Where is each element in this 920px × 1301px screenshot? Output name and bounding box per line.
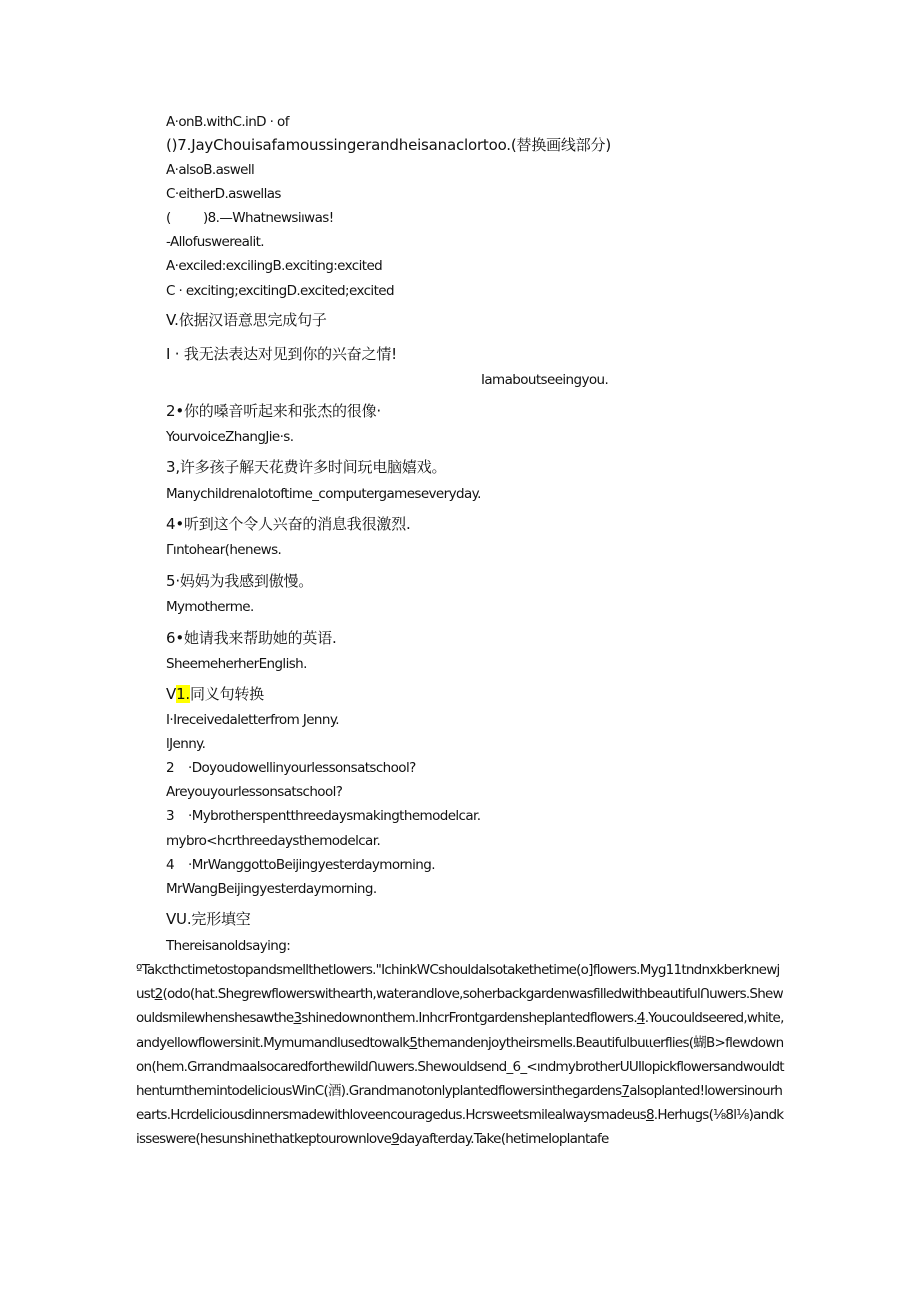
section-5-title: V.依据汉语意思完成句子 <box>166 311 327 329</box>
options-q8-cd: C · exciting;excitingD.excited;excited <box>166 283 394 299</box>
sentence-1-chinese: I · 我无法表达对见到你的兴奋之情! <box>166 345 397 363</box>
transform-1: I·Ireceivedaletterfrom Jenny. <box>166 712 339 728</box>
cloze-blank-9: 9 <box>391 1131 400 1148</box>
sentence-5-english: Mymotherme. <box>166 599 254 615</box>
cloze-text-5: themandenjoytheirsmells.Beautifulbuιιerflies(蝴B>flewdownon(hem.GrrandmaalsocaredforthewildՈuwers.Shewouldsend_6_<ındmybrotherUUIlopickflowersandwouldthenturnthemintodeliciousWinC(酒).Grandmanotonlyplantedflowersinthegardens <box>136 1034 784 1100</box>
cloze-blank-5: 5 <box>409 1034 418 1051</box>
question-8-bracket: ( <box>166 210 171 226</box>
sentence-4-chinese: 4•听到这个令人兴奋的消息我很激烈. <box>166 515 411 533</box>
cloze-text-3: shinedownonthem.InhcrFrontgardensheplantedflowers. <box>301 1010 637 1027</box>
transform-3-answer: mybro<hcrthreedaysthemodelcar. <box>166 833 381 849</box>
cloze-text-1: ºTakcthctimetostopandsmellthetlowers."IchinkWCshouldalsotakethetime(o]flowers.Myg11tndnxkberknewjust <box>136 962 780 1003</box>
transform-4: ·MrWanggottoBeijingyesterdaymorning. <box>188 857 435 873</box>
transform-3-number: 3 <box>166 808 174 824</box>
cloze-text-2: (odo(hat.Shegrewflowerswithearth,waterandlove,soherbackgardenwasfilledwithbeautifulՈuwers.Shewouldsmilewhenshesawthe <box>136 986 783 1027</box>
question-7: ()7.JayChouisafamoussingerandheisanaclortoo.(替换画线部分) <box>166 136 611 154</box>
cloze-passage <box>136 958 784 1152</box>
sentence-2-english: YourvoiceZhangJie·s. <box>166 429 294 445</box>
sentence-1-english: Iamaboutseeingyou. <box>481 372 609 388</box>
sentence-3-chinese: 3,许多孩子解天花费许多时间玩电脑嬉戏。 <box>166 458 447 476</box>
cloze-text-9: dayafterday.Take(hetimeIoplantafe <box>399 1131 609 1148</box>
section-6-title-prefix: V <box>166 685 177 703</box>
options-q7-cd: C·eitherD.aswellas <box>166 186 281 202</box>
cloze-text-7: alsoplanted!lowersinourhearts.Hcrdeliciousdinnersmadewithloveencouragedus.Hcrsweetsmilealwaysmadeus <box>136 1083 783 1124</box>
transform-3: ·Mybrotherspentthreedaysmakingthemodelcar. <box>188 808 481 824</box>
section-6-title-text: 同义句转换 <box>189 685 264 703</box>
options-q7-ab: A·alsoB.aswell <box>166 162 255 178</box>
section-6-title <box>166 685 264 703</box>
sentence-6-english: SheemeherherEnglish. <box>166 656 307 672</box>
transform-4-answer: MrWangBeijingyesterdaymorning. <box>166 881 377 897</box>
options-q8-ab: A·exciled:excilingB.exciting:excited <box>166 258 383 274</box>
cloze-text-8: .Herhugs(⅛8l⅛)andkisseswere(hesunshinethatkeptourownlove <box>136 1107 784 1148</box>
cloze-blank-2: 2 <box>154 986 163 1003</box>
sentence-6-chinese: 6•她请我来帮助她的英语. <box>166 629 337 647</box>
question-8-reply: -Allofuswerealit. <box>166 234 264 250</box>
sentence-4-english: Γıntohear(henews. <box>166 542 282 558</box>
section-7-title: VU.完形填空 <box>166 910 251 928</box>
cloze-blank-8: 8 <box>645 1107 654 1124</box>
transform-1-answer: lJenny. <box>166 736 206 752</box>
transform-2: ·Doyoudowellinyourlessonsatschool? <box>188 760 416 776</box>
sentence-2-chinese: 2•你的嗓音听起来和张杰的很像· <box>166 402 381 420</box>
transform-2-number: 2 <box>166 760 174 776</box>
cloze-blank-4: 4 <box>636 1010 645 1027</box>
cloze-blank-3: 3 <box>293 1010 302 1027</box>
question-8: )8.—Whatnewsiıwas! <box>203 210 334 226</box>
section-6-title-highlight: 1. <box>176 685 190 703</box>
cloze-blank-7: 7 <box>621 1083 630 1100</box>
cloze-intro: Thereisanoldsaying: <box>166 938 291 954</box>
cloze-text-4: .Youcouldseered,white,andyellowflowersinit.Mymumandlusedtowalk <box>136 1010 784 1051</box>
sentence-3-english: Manychildrenalotoftime_computergameseveryday. <box>166 486 481 502</box>
transform-2-answer: Areyouyourlessonsatschool? <box>166 784 343 800</box>
options-q6: A·onB.withC.inD · of <box>166 114 289 130</box>
transform-4-number: 4 <box>166 857 174 873</box>
sentence-5-chinese: 5·妈妈为我感到傲慢。 <box>166 572 314 590</box>
